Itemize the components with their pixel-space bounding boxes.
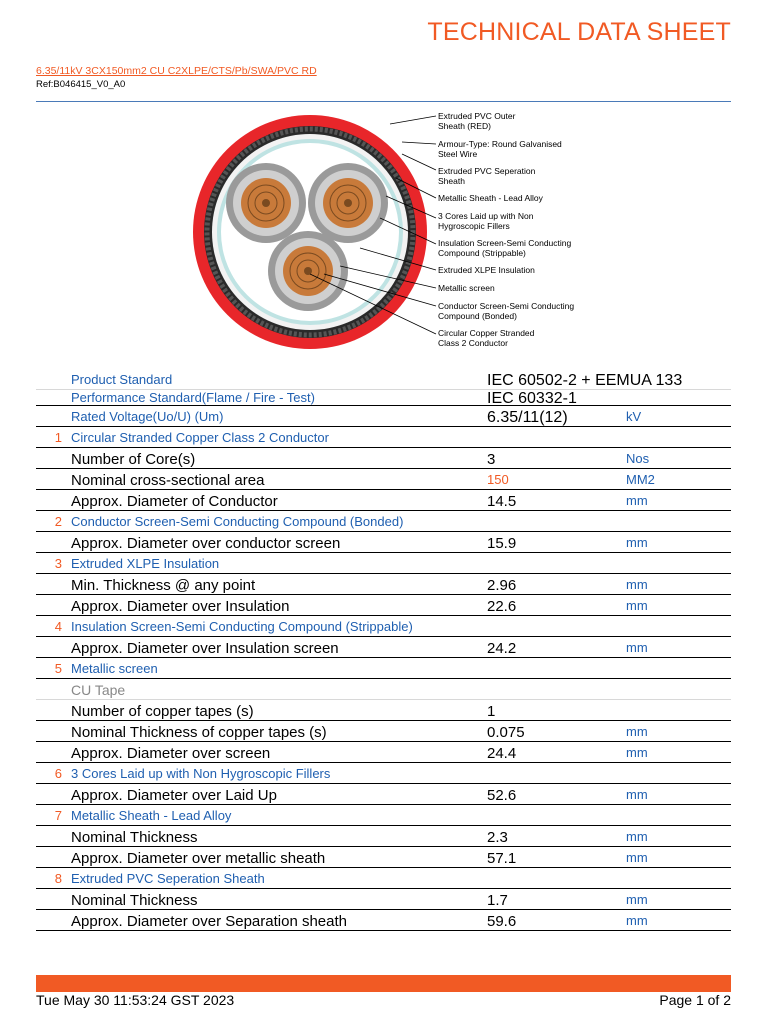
section-row [36,553,731,574]
row-unit: mm [626,850,648,865]
row-label: Approx. Diameter over Insulation [71,598,290,615]
section-row [36,868,731,889]
spec-row [36,532,731,553]
row-label: Approx. Diameter over conductor screen [71,535,341,552]
spec-row [36,721,731,742]
row-label: Approx. Diameter of Conductor [71,493,278,510]
row-number: 5 [54,661,62,676]
diagram-label-xlpe: Extruded XLPE Insulation [438,265,535,275]
spec-row [36,490,731,511]
row-label: Insulation Screen-Semi Conducting Compound (Strippable) [71,619,413,634]
diagram-labels [438,111,574,348]
row-value: 150 [487,472,509,487]
row-label: Extruded XLPE Insulation [71,556,220,571]
row-value: 14.5 [487,493,517,510]
row-label: Nominal Thickness [71,892,198,909]
section-row [36,658,731,679]
row-unit: mm [626,913,648,928]
row-number: 1 [54,430,62,445]
diagram-label-separation-sheath: Extruded PVC Seperation Sheath [438,166,536,186]
spec-row [36,910,731,931]
section-row [36,406,731,427]
row-unit: kV [626,409,642,424]
diagram-label-conductor: Circular Copper Stranded Class 2 Conductor [438,328,535,348]
diagram-label-conductor-screen: Conductor Screen-Semi Conducting Compound (Bonded) [438,301,575,321]
row-value: 0.075 [487,724,525,741]
row-unit: mm [626,892,648,907]
row-value: 1.7 [487,892,508,909]
row-value: 57.1 [487,850,517,867]
row-value: 15.9 [487,535,517,552]
spec-row [36,742,731,763]
reference-number: Ref:B046415_V0_A0 [36,79,126,90]
row-label: Metallic Sheath - Lead Alloy [71,808,232,823]
row-value: 52.6 [487,787,517,804]
row-value: IEC 60502-2 + EEMUA 133 [487,372,683,389]
spec-row [36,637,731,658]
row-number: 2 [54,514,62,529]
section-row [36,616,731,637]
row-value: 3 [487,451,496,468]
section-row [36,368,731,390]
row-label: 3 Cores Laid up with Non Hygroscopic Fillers [71,766,331,781]
row-label: Performance Standard(Flame / Fire - Test) [71,390,315,405]
row-label: Circular Stranded Copper Class 2 Conductor [71,430,329,445]
diagram-label-laid-up: 3 Cores Laid up with Non Hygroscopic Fillers [438,211,534,231]
section-row [36,427,731,448]
spec-row [36,889,731,910]
row-label: Min. Thickness @ any point [71,577,256,594]
row-label: Extruded PVC Seperation Sheath [71,871,265,886]
row-number: 8 [54,871,62,886]
row-label: Conductor Screen-Semi Conducting Compound (Bonded) [71,514,404,529]
row-number: 6 [54,766,62,781]
diagram-label-outer-sheath: Extruded PVC Outer Sheath (RED) [438,111,516,131]
row-value: 24.2 [487,640,517,657]
row-unit: mm [626,577,648,592]
row-unit: mm [626,787,648,802]
core-bottom [268,231,348,311]
section-row [36,763,731,784]
diagram-label-insulation-screen: Insulation Screen-Semi Conducting Compound (Strippable) [438,238,572,258]
row-label: Approx. Diameter over screen [71,745,271,762]
spec-row [36,469,731,490]
row-unit: mm [626,745,648,760]
row-label: Product Standard [71,372,173,387]
diagram-label-armour: Armour-Type: Round Galvanised Steel Wire [438,139,562,159]
cable-cross-section-diagram [190,108,600,356]
row-label: Nominal Thickness of copper tapes (s) [71,724,327,741]
core-top-left [226,163,306,243]
section-row [36,805,731,826]
row-label: Approx. Diameter over Insulation screen [71,640,339,657]
row-unit: mm [626,829,648,844]
row-label: Nominal cross-sectional area [71,472,265,489]
row-label: Approx. Diameter over metallic sheath [71,850,326,867]
row-number: 3 [54,556,62,571]
row-label: CU Tape [71,682,126,698]
row-value: 6.35/11(12) [487,409,568,426]
row-value: 2.96 [487,577,517,594]
row-value: 22.6 [487,598,517,615]
spec-row [36,574,731,595]
spec-row [36,784,731,805]
page-title: TECHNICAL DATA SHEET [427,18,731,46]
row-label: Number of Core(s) [71,451,196,468]
row-unit: mm [626,640,648,655]
row-value: 59.6 [487,913,517,930]
footer-bar [36,975,731,992]
row-value: IEC 60332-1 [487,390,577,407]
row-label: Metallic screen [71,661,158,676]
row-label: Rated Voltage(Uo/U) (Um) [71,409,224,424]
row-value: 2.3 [487,829,508,846]
row-value: 1 [487,703,496,720]
spec-row [36,448,731,469]
row-unit: mm [626,724,648,739]
spec-row [36,847,731,868]
diagram-label-metallic-screen: Metallic screen [438,283,495,293]
row-unit: mm [626,535,648,550]
diagram-label-metallic-sheath: Metallic Sheath - Lead Alloy [438,193,543,203]
footer-date: Tue May 30 11:53:24 GST 2023 [36,992,235,1008]
row-number: 4 [54,619,62,634]
row-label: Nominal Thickness [71,829,198,846]
row-label: Number of copper tapes (s) [71,703,254,720]
core-top-right [308,163,388,243]
row-number: 7 [54,808,62,823]
footer-page-number: Page 1 of 2 [659,992,731,1008]
spec-row [36,595,731,616]
row-unit: mm [626,598,648,613]
spec-row [36,679,731,700]
header-divider [36,101,731,102]
section-row [36,390,731,406]
row-unit: MM2 [626,472,655,487]
row-label: Approx. Diameter over Separation sheath [71,913,347,930]
row-unit: Nos [626,451,650,466]
product-description[interactable]: 6.35/11kV 3CX150mm2 CU C2XLPE/CTS/Pb/SWA/PVC RD [36,65,317,77]
spec-row [36,700,731,721]
spec-table [36,368,731,931]
spec-row [36,826,731,847]
section-row [36,511,731,532]
row-label: Approx. Diameter over Laid Up [71,787,277,804]
row-unit: mm [626,493,648,508]
row-value: 24.4 [487,745,517,762]
